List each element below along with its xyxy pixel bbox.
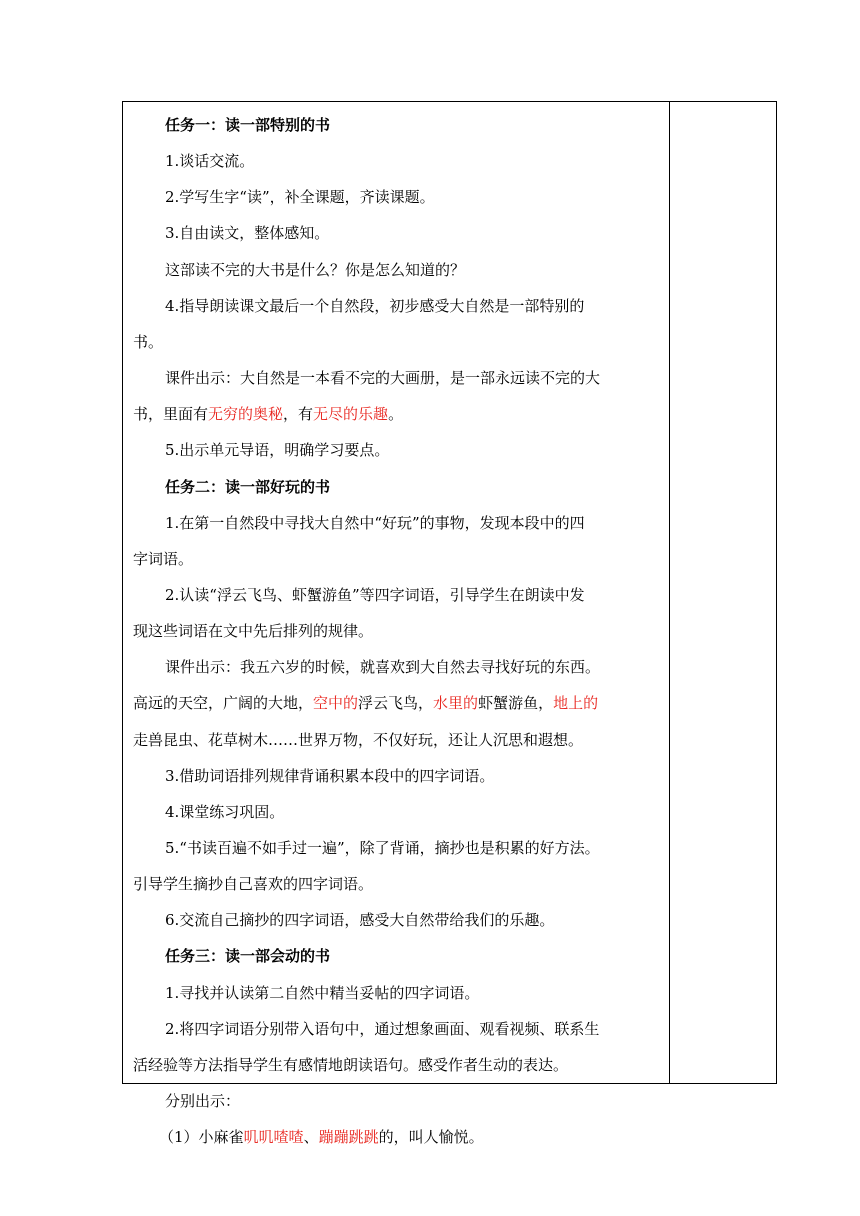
highlighted-phrase: 地上的 [553, 694, 599, 713]
text-segment: 这部读不完的大书是什么？你是怎么知道的？ [165, 260, 466, 279]
text-segment: 2.认读“浮云飞鸟、虾蟹游鱼”等四字词语，引导学生在朗读中发 [165, 585, 585, 604]
text-line [133, 621, 373, 641]
text-line [165, 585, 585, 605]
text-segment: ，有 [283, 405, 314, 424]
text-segment: 6.交流自己摘抄的四字词语，感受大自然带给我们的乐趣。 [165, 911, 555, 930]
text-segment: 5.“书读百遍不如手过一遍”，除了背诵，摘抄也是积累的好方法。 [165, 839, 600, 857]
highlighted-phrase: 无尽的乐趣 [313, 405, 389, 424]
text-line [165, 766, 494, 786]
highlighted-phrase: 无穷的奥秘 [208, 405, 284, 424]
text-line [165, 657, 600, 677]
highlighted-phrase: 蹦蹦跳跳 [318, 1128, 379, 1147]
text-line [133, 549, 193, 569]
text-segment: 书。 [133, 332, 164, 351]
text-line [165, 1091, 240, 1111]
text-segment: 1.在第一自然段中寻找大自然中“好玩”的事物，发现本段中的四 [165, 513, 585, 532]
text-segment: 4.课堂练习巩固。 [165, 802, 285, 821]
text-line [133, 693, 598, 713]
section-heading [165, 115, 330, 135]
highlighted-phrase: 空中的 [313, 694, 359, 713]
text-segment: 虾蟹游鱼， [478, 694, 554, 713]
text-line [165, 1019, 599, 1039]
text-segment: 任务三：读一部会动的书 [165, 947, 331, 966]
text-line [165, 223, 329, 243]
text-segment: 引导学生摘抄自己喜欢的四字词语。 [133, 875, 374, 894]
text-segment: 。 [388, 405, 404, 424]
text-segment: 1.寻找并认读第二自然中精当妥帖的四字词语。 [165, 983, 480, 1002]
text-line [165, 187, 435, 207]
text-segment: 3.借助词语排列规律背诵积累本段中的四字词语。 [165, 766, 495, 785]
section-heading [165, 946, 330, 966]
text-segment: 课件出示：大自然是一本看不完的大画册，是一部永远读不完的大 [165, 369, 601, 388]
text-segment: 高远的天空，广阔的大地， [133, 694, 314, 713]
text-segment: 2.学写生字“读”，补全课题，齐读课题。 [165, 188, 435, 207]
text-segment: 任务二：读一部好玩的书 [165, 477, 331, 496]
text-segment: 走兽昆虫、花草树木……世界万物，不仅好玩，还让人沉思和遐想。 [133, 730, 584, 749]
text-line [165, 910, 554, 930]
text-line [133, 874, 373, 894]
text-segment: 分别出示： [165, 1092, 241, 1111]
text-segment: 现这些词语在文中先后排列的规律。 [133, 622, 374, 641]
text-line [133, 730, 583, 750]
text-segment: 1.谈话交流。 [165, 152, 255, 171]
text-segment: （1）小麻雀 [159, 1128, 244, 1147]
text-line [133, 1055, 568, 1075]
text-line [165, 151, 254, 171]
text-segment: 字词语。 [133, 549, 194, 568]
text-line [165, 440, 389, 460]
text-segment: 课件出示：我五六岁的时候，就喜欢到大自然去寻找好玩的东西。 [165, 658, 601, 677]
text-segment: 5.出示单元导语，明确学习要点。 [165, 441, 390, 460]
section-heading [165, 477, 330, 497]
highlighted-phrase: 水里的 [433, 694, 479, 713]
text-line [165, 296, 584, 316]
highlighted-phrase: 叽叽喳喳 [243, 1128, 304, 1147]
text-line [133, 404, 403, 424]
text-line [165, 802, 284, 822]
text-segment: 4.指导朗读课文最后一个自然段，初步感受大自然是一部特别的 [165, 296, 585, 315]
text-line [165, 513, 585, 533]
text-line [165, 368, 600, 388]
text-segment: 浮云飞鸟， [358, 694, 434, 713]
text-line [133, 332, 163, 352]
text-line [165, 983, 479, 1003]
notes-cell [670, 102, 776, 1083]
text-segment: 书，里面有 [133, 405, 209, 424]
lesson-table [122, 101, 777, 1147]
text-segment: 、 [303, 1128, 319, 1147]
text-segment: 的，叫人愉悦。 [378, 1128, 484, 1147]
text-segment: 2.将四字词语分别带入语句中，通过想象画面、观看视频、联系生 [165, 1019, 600, 1038]
text-line [159, 1127, 484, 1147]
text-segment: 任务一：读一部特别的书 [165, 116, 331, 134]
text-line [165, 260, 465, 280]
text-segment: 3.自由读文，整体感知。 [165, 224, 330, 243]
text-line [165, 838, 600, 858]
text-segment: 活经验等方法指导学生有感情地朗读语句。感受作者生动的表达。 [133, 1055, 569, 1074]
